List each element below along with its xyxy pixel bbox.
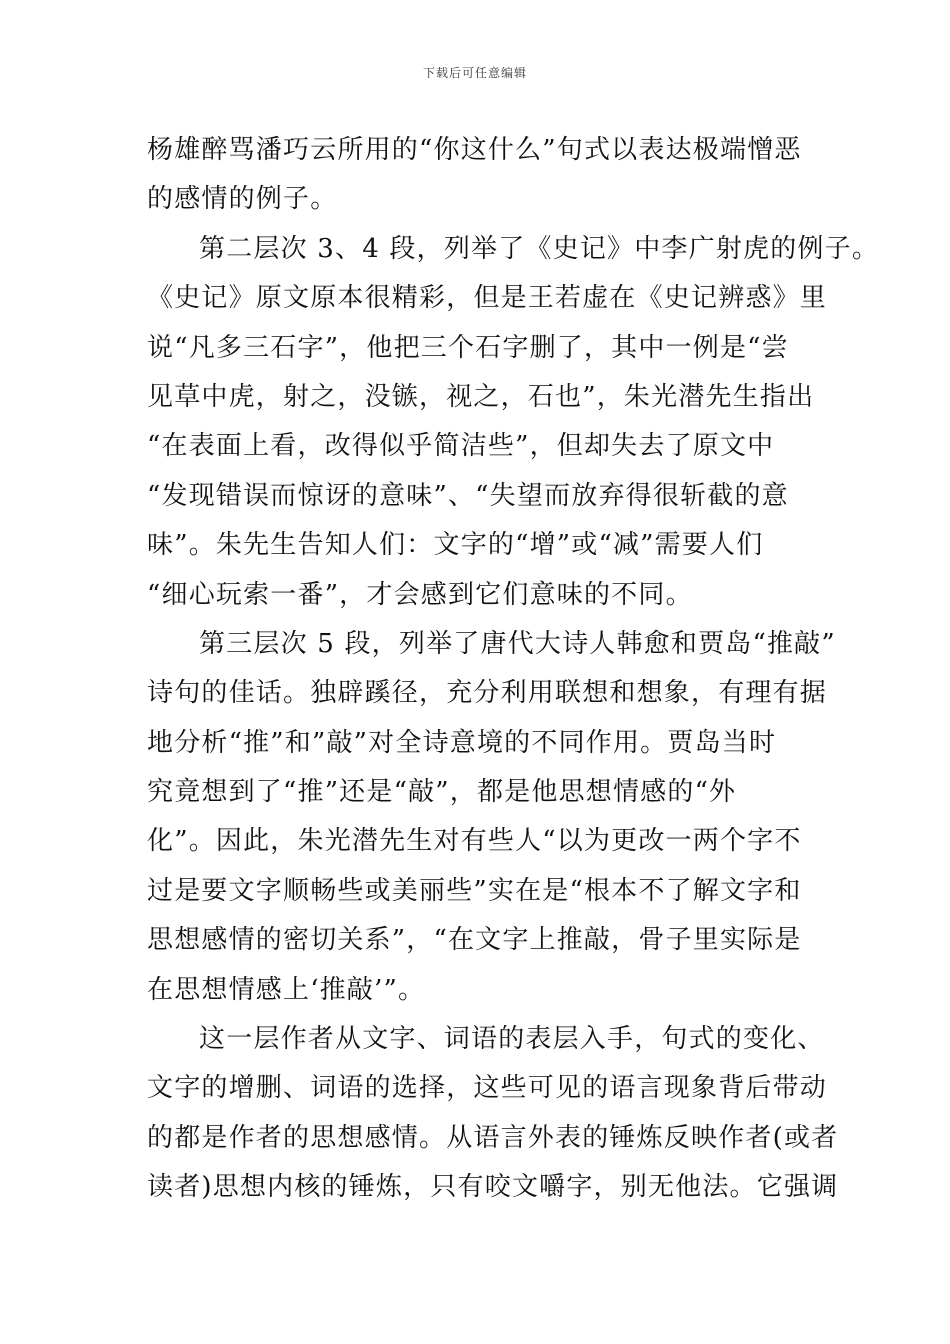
text-line: 见草中虎，射之，没镞，视之，石也”，朱光潜先生指出	[147, 381, 815, 412]
text-line: 说“凡多三石字”，他把三个石字删了，其中一例是“尝	[147, 332, 789, 363]
document-body	[147, 126, 880, 1213]
text-line: 思想感情的密切关系”，“在文字上推敲，骨子里实际是	[147, 925, 802, 956]
paragraph-start-line: 第三层次 5 段，列举了唐代大诗人韩愈和贾岛“推敲”	[199, 628, 836, 659]
text-line: 在思想情感上‘推敲’”。	[147, 974, 426, 1005]
text-line: 味”。朱先生告知人们：文字的“增”或“减”需要人们	[147, 530, 764, 561]
text-line: “在表面上看，改得似乎简洁些”，但却失去了原文中	[147, 431, 775, 462]
text-line: 诗句的佳话。独辟蹊径，充分利用联想和想象，有理有据	[147, 678, 828, 709]
text-line: 《史记》原文原本很精彩，但是王若虚在《史记辨惑》里	[147, 283, 828, 314]
text-line: 地分析“推”和”敲”对全诗意境的不同作用。贾岛当时	[147, 727, 777, 758]
text-line: 的感情的例子。	[147, 184, 338, 215]
text-line: “细心玩索一番”，才会感到它们意味的不同。	[147, 579, 693, 610]
text-line: 化”。因此，朱光潜先生对有些人“以为更改一两个字不	[147, 826, 802, 857]
text-line: 读者)思想内核的锤炼，只有咬文嚼字，别无他法。它强调	[147, 1172, 839, 1203]
text-line: 过是要文字顺畅些或美丽些”实在是“根本不了解文字和	[147, 875, 802, 906]
text-line: 文字的增删、词语的选择，这些可见的语言现象背后带动	[147, 1073, 828, 1104]
page-header: 下载后可任意编辑	[422, 66, 527, 80]
paragraph-start-line: 这一层作者从文字、词语的表层入手，句式的变化、	[199, 1024, 825, 1055]
text-line: 的都是作者的思想感情。从语言外表的锤炼反映作者(或者	[147, 1122, 839, 1153]
text-line: 究竟想到了“推”还是“敲”，都是他思想情感的“外	[147, 777, 737, 808]
paragraph-start-line: 第二层次 3、4 段，列举了《史记》中李广射虎的例子。	[199, 233, 880, 264]
text-line: “发现错误而惊讶的意味”、“失望而放弃得很斩截的意	[147, 480, 789, 511]
text-line: 杨雄醉骂潘巧云所用的“你这什么”句式以表达极端憎恶	[147, 135, 802, 165]
